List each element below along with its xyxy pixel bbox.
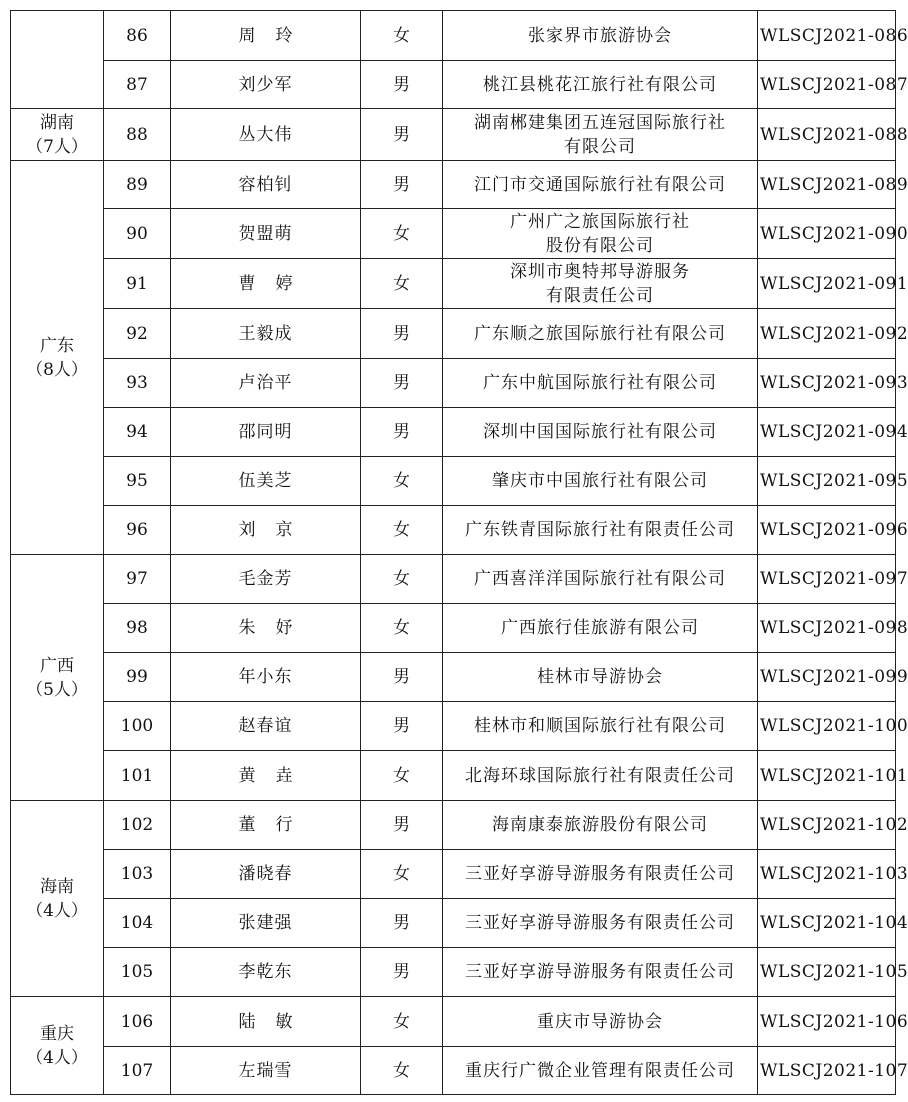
organization-line: 有限责任公司 — [546, 285, 654, 306]
person-name-cell: 丛大伟 — [171, 109, 361, 161]
person-name-cell: 陆敏 — [171, 997, 361, 1047]
gender-cell: 女 — [361, 457, 443, 506]
person-name-cell: 王毅成 — [171, 309, 361, 359]
organization-line: 三亚好享游导游服务有限责任公司 — [465, 962, 735, 982]
serial-number-cell: 97 — [104, 555, 171, 604]
gender-cell: 男 — [361, 161, 443, 209]
organization-cell — [443, 309, 758, 359]
organization-cell — [443, 850, 758, 899]
organization-cell — [443, 161, 758, 209]
organization-line: 广东顺之旅国际旅行社有限公司 — [474, 323, 726, 344]
person-name-cell: 李乾东 — [171, 948, 361, 997]
roster-table-container — [10, 10, 908, 1095]
region-cell-hunan — [11, 109, 104, 161]
organization-line: 江门市交通国际旅行社有限公司 — [474, 174, 726, 195]
certificate-code-cell: WLSCJ2021-094 — [758, 408, 896, 457]
region-name: 重庆 — [40, 1023, 74, 1044]
organization-cell — [443, 457, 758, 506]
region-name: 广东 — [40, 335, 74, 356]
certificate-code-cell: WLSCJ2021-095 — [758, 457, 896, 506]
person-name-cell: 朱妤 — [171, 604, 361, 653]
certificate-code-cell: WLSCJ2021-107 — [758, 1047, 896, 1095]
organization-cell — [443, 11, 758, 61]
gender-cell: 女 — [361, 11, 443, 61]
person-name-cell: 容柏钊 — [171, 161, 361, 209]
organization-cell — [443, 1047, 758, 1095]
table-row — [11, 259, 896, 309]
region-cell-chongqing — [11, 997, 104, 1095]
gender-cell: 男 — [361, 702, 443, 751]
gender-cell: 女 — [361, 751, 443, 801]
table-row — [11, 161, 896, 209]
region-cell-hainan — [11, 801, 104, 997]
region-name: 广西 — [40, 655, 74, 676]
organization-line: 肇庆市中国旅行社有限公司 — [492, 471, 708, 491]
table-row — [11, 801, 896, 850]
organization-cell — [443, 948, 758, 997]
organization-cell — [443, 653, 758, 702]
serial-number-cell: 89 — [104, 161, 171, 209]
person-name-cell: 刘京 — [171, 506, 361, 555]
certificate-code-cell: WLSCJ2021-101 — [758, 751, 896, 801]
person-name-cell: 年小东 — [171, 653, 361, 702]
table-row — [11, 702, 896, 751]
organization-cell — [443, 61, 758, 109]
gender-cell: 女 — [361, 209, 443, 259]
organization-line: 重庆行广微企业管理有限责任公司 — [465, 1060, 735, 1081]
serial-number-cell: 93 — [104, 359, 171, 408]
gender-cell: 男 — [361, 948, 443, 997]
gender-cell: 男 — [361, 653, 443, 702]
serial-number-cell: 94 — [104, 408, 171, 457]
serial-number-cell: 104 — [104, 899, 171, 948]
organization-line: 桂林市和顺国际旅行社有限公司 — [474, 716, 726, 736]
person-name-cell: 董行 — [171, 801, 361, 850]
certificate-code-cell: WLSCJ2021-104 — [758, 899, 896, 948]
certificate-code-cell: WLSCJ2021-089 — [758, 161, 896, 209]
organization-line: 张家界市旅游协会 — [528, 25, 672, 46]
certificate-code-cell: WLSCJ2021-087 — [758, 61, 896, 109]
serial-number-cell: 92 — [104, 309, 171, 359]
table-row — [11, 899, 896, 948]
gender-cell: 男 — [361, 61, 443, 109]
region-name: 海南 — [40, 876, 74, 897]
organization-cell — [443, 899, 758, 948]
organization-cell — [443, 408, 758, 457]
serial-number-cell: 86 — [104, 11, 171, 61]
region-count: （8人） — [26, 359, 88, 380]
organization-cell — [443, 801, 758, 850]
organization-line: 股份有限公司 — [546, 235, 654, 256]
organization-line: 广西喜洋洋国际旅行社有限公司 — [474, 569, 726, 589]
table-row — [11, 653, 896, 702]
person-name-cell: 周玲 — [171, 11, 361, 61]
certificate-code-cell: WLSCJ2021-092 — [758, 309, 896, 359]
organization-cell — [443, 209, 758, 259]
certificate-code-cell: WLSCJ2021-100 — [758, 702, 896, 751]
certificate-code-cell: WLSCJ2021-098 — [758, 604, 896, 653]
person-name-cell: 曹婷 — [171, 259, 361, 309]
organization-line: 三亚好享游导游服务有限责任公司 — [465, 913, 735, 933]
certificate-code-cell: WLSCJ2021-090 — [758, 209, 896, 259]
serial-number-cell: 106 — [104, 997, 171, 1047]
organization-line: 深圳中国国际旅行社有限公司 — [483, 422, 717, 442]
gender-cell: 女 — [361, 259, 443, 309]
table-row — [11, 457, 896, 506]
serial-number-cell: 98 — [104, 604, 171, 653]
gender-cell: 女 — [361, 997, 443, 1047]
gender-cell: 男 — [361, 359, 443, 408]
organization-cell — [443, 506, 758, 555]
table-row — [11, 359, 896, 408]
person-name-cell: 伍美芝 — [171, 457, 361, 506]
gender-cell: 男 — [361, 801, 443, 850]
certificate-code-cell: WLSCJ2021-106 — [758, 997, 896, 1047]
certificate-code-cell: WLSCJ2021-093 — [758, 359, 896, 408]
organization-cell — [443, 359, 758, 408]
region-cell-continued — [11, 11, 104, 109]
gender-cell: 男 — [361, 309, 443, 359]
person-name-cell: 左瑞雪 — [171, 1047, 361, 1095]
region-count: （4人） — [26, 900, 88, 921]
certificate-code-cell: WLSCJ2021-105 — [758, 948, 896, 997]
serial-number-cell: 88 — [104, 109, 171, 161]
gender-cell: 女 — [361, 604, 443, 653]
table-row — [11, 11, 896, 61]
person-name-cell: 卢治平 — [171, 359, 361, 408]
table-row — [11, 751, 896, 801]
table-row — [11, 61, 896, 109]
serial-number-cell: 87 — [104, 61, 171, 109]
gender-cell: 女 — [361, 1047, 443, 1095]
organization-line: 海南康泰旅游股份有限公司 — [492, 815, 708, 835]
table-row — [11, 604, 896, 653]
region-cell-guangdong — [11, 161, 104, 555]
person-name-cell: 潘晓春 — [171, 850, 361, 899]
gender-cell: 女 — [361, 850, 443, 899]
organization-line: 广东中航国际旅行社有限公司 — [483, 373, 717, 393]
serial-number-cell: 96 — [104, 506, 171, 555]
person-name-cell: 毛金芳 — [171, 555, 361, 604]
certificate-code-cell: WLSCJ2021-096 — [758, 506, 896, 555]
gender-cell: 女 — [361, 506, 443, 555]
table-row — [11, 408, 896, 457]
table-row — [11, 109, 896, 161]
serial-number-cell: 103 — [104, 850, 171, 899]
gender-cell: 女 — [361, 555, 443, 604]
table-row — [11, 309, 896, 359]
organization-line: 广西旅行佳旅游有限公司 — [501, 618, 699, 638]
person-name-cell: 邵同明 — [171, 408, 361, 457]
table-row — [11, 850, 896, 899]
region-count: （4人） — [26, 1047, 88, 1068]
serial-number-cell: 95 — [104, 457, 171, 506]
person-name-cell: 黄垚 — [171, 751, 361, 801]
organization-line: 桂林市导游协会 — [537, 667, 663, 687]
organization-line: 广州广之旅国际旅行社 — [510, 211, 690, 232]
organization-line: 重庆市导游协会 — [537, 1011, 663, 1032]
certificate-code-cell: WLSCJ2021-086 — [758, 11, 896, 61]
certificate-code-cell: WLSCJ2021-091 — [758, 259, 896, 309]
person-name-cell: 张建强 — [171, 899, 361, 948]
serial-number-cell: 90 — [104, 209, 171, 259]
table-row — [11, 948, 896, 997]
serial-number-cell: 105 — [104, 948, 171, 997]
organization-cell — [443, 997, 758, 1047]
organization-line: 三亚好享游导游服务有限责任公司 — [465, 864, 735, 884]
organization-cell — [443, 604, 758, 653]
serial-number-cell: 101 — [104, 751, 171, 801]
serial-number-cell: 107 — [104, 1047, 171, 1095]
table-row — [11, 506, 896, 555]
organization-cell — [443, 751, 758, 801]
region-count: （7人） — [26, 136, 88, 157]
organization-cell — [443, 109, 758, 161]
gender-cell: 男 — [361, 899, 443, 948]
person-name-cell: 贺盟萌 — [171, 209, 361, 259]
organization-line: 北海环球国际旅行社有限责任公司 — [465, 765, 735, 786]
serial-number-cell: 91 — [104, 259, 171, 309]
table-row — [11, 209, 896, 259]
serial-number-cell: 100 — [104, 702, 171, 751]
person-name-cell: 刘少军 — [171, 61, 361, 109]
certificate-code-cell: WLSCJ2021-103 — [758, 850, 896, 899]
certificate-code-cell: WLSCJ2021-102 — [758, 801, 896, 850]
roster-table-body — [11, 11, 908, 1095]
certificate-code-cell: WLSCJ2021-088 — [758, 109, 896, 161]
region-count: （5人） — [26, 679, 88, 700]
organization-cell — [443, 702, 758, 751]
gender-cell: 男 — [361, 408, 443, 457]
table-row — [11, 555, 896, 604]
certificate-code-cell: WLSCJ2021-097 — [758, 555, 896, 604]
organization-line: 广东铁青国际旅行社有限责任公司 — [465, 520, 735, 540]
organization-line: 湖南郴建集团五连冠国际旅行社 — [474, 112, 726, 133]
organization-cell — [443, 259, 758, 309]
serial-number-cell: 102 — [104, 801, 171, 850]
table-row — [11, 1047, 896, 1095]
roster-table — [10, 10, 908, 1095]
organization-cell — [443, 555, 758, 604]
region-name: 湖南 — [40, 112, 74, 133]
organization-line: 深圳市奥特邦导游服务 — [510, 261, 690, 282]
table-row — [11, 997, 896, 1047]
region-cell-guangxi — [11, 555, 104, 801]
organization-line: 桃江县桃花江旅行社有限公司 — [483, 74, 717, 95]
person-name-cell: 赵春谊 — [171, 702, 361, 751]
gender-cell: 男 — [361, 109, 443, 161]
serial-number-cell: 99 — [104, 653, 171, 702]
certificate-code-cell: WLSCJ2021-099 — [758, 653, 896, 702]
organization-line: 有限公司 — [564, 136, 636, 157]
